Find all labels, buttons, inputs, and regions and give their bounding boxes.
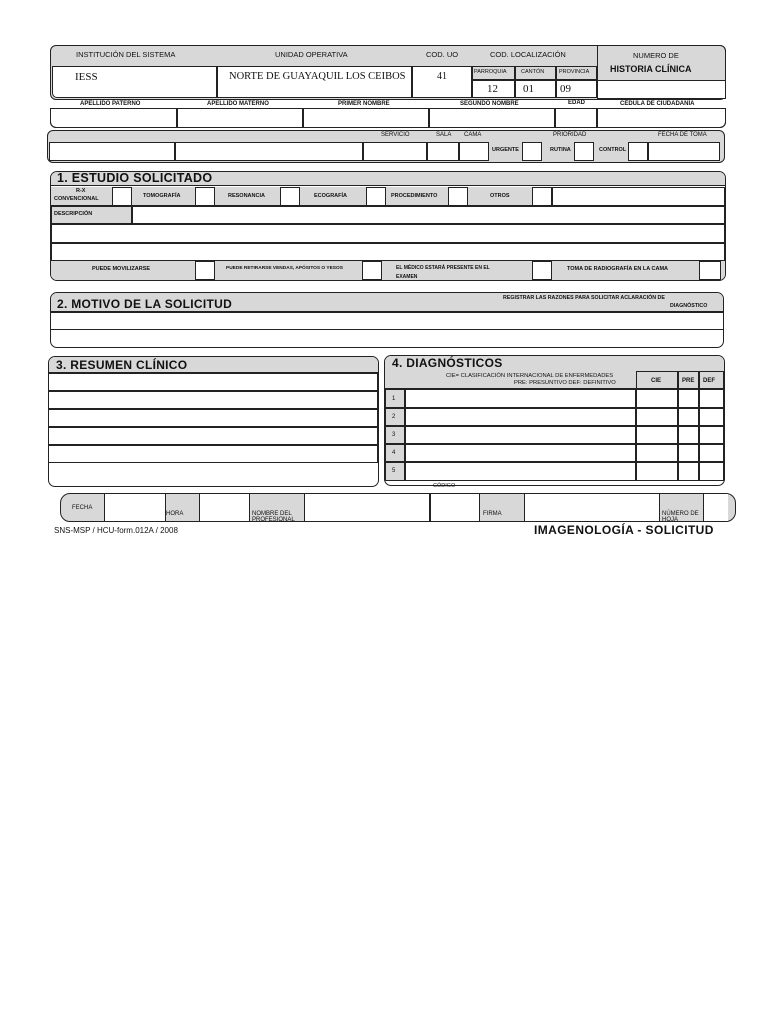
- fecha-toma-field[interactable]: [648, 142, 720, 161]
- pre-checkbox[interactable]: [678, 444, 699, 462]
- control-checkbox[interactable]: [628, 142, 648, 161]
- historia-clinica-field[interactable]: [597, 80, 726, 99]
- motivo-line-2[interactable]: [51, 330, 723, 347]
- def-checkbox[interactable]: [699, 444, 724, 462]
- cama-field[interactable]: [459, 142, 489, 161]
- unidad-label: UNIDAD OPERATIVA: [275, 50, 348, 59]
- nombre-label-line1: NOMBRE DEL: [252, 511, 292, 517]
- form-code: SNS-MSP / HCU-form.012A / 2008: [54, 526, 178, 535]
- numero-hoja-line2: HOJA: [662, 517, 679, 523]
- codigo-label: CÓDIGO: [433, 483, 456, 489]
- section-1-title: 1. ESTUDIO SOLICITADO: [57, 171, 213, 185]
- provincia-value: 09: [560, 83, 571, 95]
- diagnosis-row-number: 1: [392, 396, 396, 402]
- prioridad-label: PRIORIDAD: [553, 132, 587, 138]
- apellido-paterno-field[interactable]: [50, 108, 177, 128]
- segundo-nombre-label: SEGUNDO NOMBRE: [460, 101, 519, 107]
- def-checkbox[interactable]: [699, 408, 724, 426]
- resumen-line-3[interactable]: [49, 409, 378, 427]
- pre-checkbox[interactable]: [678, 408, 699, 426]
- apellido-materno-label: APELLIDO MATERNO: [207, 101, 269, 107]
- rx-label-line1: R-X: [76, 188, 86, 194]
- ecografia-label: ECOGRAFÍA: [314, 193, 347, 199]
- section-2-title: 2. MOTIVO DE LA SOLICITUD: [57, 297, 233, 311]
- codigo-field[interactable]: [430, 494, 480, 521]
- pre-checkbox[interactable]: [678, 462, 699, 481]
- procedimiento-checkbox[interactable]: [448, 187, 468, 206]
- otros-label: OTROS: [490, 193, 510, 199]
- tomografia-checkbox[interactable]: [195, 187, 215, 206]
- sala-field[interactable]: [427, 142, 459, 161]
- cie-code-field[interactable]: [636, 426, 678, 444]
- otros-checkbox[interactable]: [532, 187, 552, 206]
- apellido-paterno-label: APELLIDO PATERNO: [80, 101, 141, 107]
- institucion-label: INSTITUCIÓN DEL SISTEMA: [76, 50, 176, 59]
- descripcion-line-3[interactable]: [51, 243, 725, 261]
- servicio-field[interactable]: [363, 142, 427, 161]
- cie-code-field[interactable]: [636, 389, 678, 408]
- institucion-value: IESS: [75, 71, 98, 83]
- rx-label-line2: CONVENCIONAL: [54, 196, 99, 202]
- section-2-note-line1: REGISTRAR LAS RAZONES PARA SOLICITAR ACLARACIÓN DE: [503, 295, 665, 301]
- retirarse-label: PUEDE RETIRARSE VENDAS, APÓSITOS O YESOS: [226, 266, 343, 271]
- apellido-materno-field[interactable]: [177, 108, 303, 128]
- def-checkbox[interactable]: [699, 389, 724, 408]
- parroquia-value: 12: [487, 83, 498, 95]
- resumen-line-6[interactable]: [49, 463, 378, 485]
- cod-uo-label: COD. UO: [426, 50, 459, 59]
- diagnosis-text-field[interactable]: [405, 462, 636, 481]
- parroquia-label: PARROQUIA: [474, 69, 507, 75]
- cie-code-field[interactable]: [636, 462, 678, 481]
- def-header-label: DEF: [703, 378, 715, 384]
- rutina-checkbox[interactable]: [574, 142, 594, 161]
- cama-label: CAMA: [464, 132, 482, 138]
- def-checkbox[interactable]: [699, 426, 724, 444]
- resumen-line-1[interactable]: [49, 373, 378, 391]
- procedimiento-label: PROCEDIMIENTO: [391, 193, 438, 199]
- hora-label: HORA: [166, 511, 184, 517]
- descripcion-field[interactable]: [132, 206, 725, 224]
- section-2-note-line2: DIAGNÓSTICO: [670, 303, 708, 309]
- diagnosis-row-number: 2: [392, 414, 396, 420]
- pre-checkbox[interactable]: [678, 426, 699, 444]
- primer-nombre-label: PRIMER NOMBRE: [338, 101, 390, 107]
- movilizarse-checkbox[interactable]: [195, 261, 215, 280]
- nombre-label-line2: PROFESIONAL: [252, 517, 295, 523]
- descripcion-label: DESCRIPCIÓN: [54, 211, 93, 217]
- numero-hoja-line1: NÚMERO DE: [662, 511, 699, 517]
- def-checkbox[interactable]: [699, 462, 724, 481]
- edad-field[interactable]: [555, 108, 597, 128]
- rx-checkbox[interactable]: [112, 187, 132, 206]
- resumen-line-5[interactable]: [49, 445, 378, 463]
- urgente-label: URGENTE: [492, 147, 519, 153]
- diagnosis-row-number: 5: [392, 468, 396, 474]
- medico-label-line1: EL MÉDICO ESTARÁ PRESENTE EN EL: [396, 265, 490, 271]
- control-label: CONTROL: [599, 147, 627, 153]
- section-3-title: 3. RESUMEN CLÍNICO: [56, 358, 188, 372]
- toma-cama-checkbox[interactable]: [699, 261, 721, 280]
- service-field-1[interactable]: [49, 142, 175, 161]
- numero-label: NUMERO DE: [633, 51, 679, 60]
- rutina-label: RUTINA: [550, 147, 571, 153]
- cie-code-field[interactable]: [636, 408, 678, 426]
- numero-hoja-field[interactable]: [703, 494, 728, 521]
- segundo-nombre-field[interactable]: [429, 108, 555, 128]
- servicio-label: SERVICIO: [381, 132, 410, 138]
- sala-label: SALA: [436, 132, 452, 138]
- hora-field[interactable]: [199, 494, 250, 521]
- form-title: IMAGENOLOGÍA - SOLICITUD: [534, 523, 714, 537]
- fecha-label: FECHA: [72, 505, 93, 511]
- cedula-field[interactable]: [597, 108, 726, 128]
- otros-field[interactable]: [552, 187, 725, 206]
- pre-checkbox[interactable]: [678, 389, 699, 408]
- unidad-value: NORTE DE GUAYAQUIL LOS CEIBOS: [229, 71, 406, 82]
- fecha-toma-label: FECHA DE TOMA: [658, 132, 707, 138]
- diagnosis-text-field[interactable]: [405, 444, 636, 462]
- motivo-line-1[interactable]: [51, 312, 723, 330]
- canton-field[interactable]: [515, 80, 556, 98]
- diagnosis-text-field[interactable]: [405, 389, 636, 408]
- resumen-line-4[interactable]: [49, 427, 378, 445]
- resonancia-checkbox[interactable]: [280, 187, 300, 206]
- diagnosis-text-field[interactable]: [405, 426, 636, 444]
- tomografia-label: TOMOGRAFÍA: [143, 193, 181, 199]
- resumen-line-2[interactable]: [49, 391, 378, 409]
- diagnosis-row-number: 3: [392, 432, 396, 438]
- cie-header-label: CIE: [651, 378, 662, 384]
- nombre-profesional-field[interactable]: [304, 494, 430, 521]
- historia-clinica-label: HISTORIA CLÍNICA: [610, 64, 692, 74]
- descripcion-line-2[interactable]: [51, 224, 725, 243]
- medico-checkbox[interactable]: [532, 261, 552, 280]
- toma-cama-label: TOMA DE RADIOGRAFÍA EN LA CAMA: [567, 266, 669, 272]
- canton-label: CANTÓN: [521, 69, 545, 75]
- cod-uo-value: 41: [437, 71, 447, 82]
- firma-label: FIRMA: [483, 511, 502, 517]
- cod-localizacion-label: COD. LOCALIZACIÓN: [490, 50, 566, 59]
- canton-value: 01: [523, 83, 534, 95]
- ecografia-checkbox[interactable]: [366, 187, 386, 206]
- diagnosis-row-number: 4: [392, 450, 396, 456]
- provincia-label: PROVINCIA: [559, 69, 590, 75]
- cedula-label: CÉDULA DE CIUDADANÍA: [620, 101, 695, 107]
- pre-header-label: PRE: [682, 378, 695, 384]
- diagnosis-text-field[interactable]: [405, 408, 636, 426]
- fecha-field[interactable]: [104, 494, 166, 521]
- cie-legend-line2: PRE: PRESUNTIVO DEF: DEFINITIVO: [514, 380, 616, 386]
- service-field-2[interactable]: [175, 142, 363, 161]
- movilizarse-label: PUEDE MOVILIZARSE: [92, 266, 151, 272]
- urgente-checkbox[interactable]: [522, 142, 542, 161]
- resonancia-label: RESONANCIA: [228, 193, 265, 199]
- firma-field[interactable]: [524, 494, 660, 521]
- medico-label-line2: EXAMEN: [396, 274, 418, 280]
- cie-legend-line1: CIE= CLASIFICACIÓN INTERNACIONAL DE ENFERMEDADES: [446, 373, 614, 379]
- primer-nombre-field[interactable]: [303, 108, 429, 128]
- retirarse-checkbox[interactable]: [362, 261, 382, 280]
- section-4-title: 4. DIAGNÓSTICOS: [392, 356, 503, 370]
- cie-code-field[interactable]: [636, 444, 678, 462]
- edad-label: EDAD: [568, 100, 586, 106]
